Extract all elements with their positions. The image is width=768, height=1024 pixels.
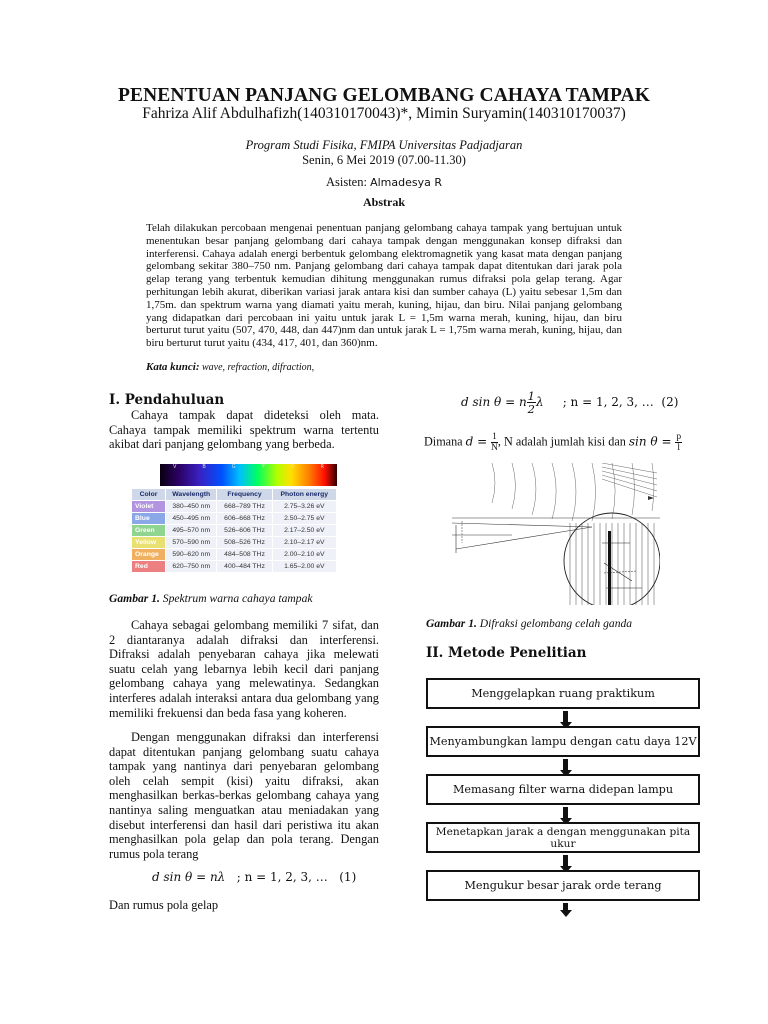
flow-step-4: Menetapkan jarak a dengan menggunakan pita ukur (426, 822, 700, 853)
dimana-frac-1-num: 1 (492, 432, 497, 442)
equation-2-tail: λ (536, 395, 544, 409)
intro-paragraph-2: Cahaya sebagai gelombang memiliki 7 sifat, dan 2 diantaranya adalah difraksi dan interferensi. Difraksi adalah penyebaran cahaya jika melewati suatu celah yang lebarnya lebih kecil dari panjang gelombang cahaya yang melewatinya. Sedangkan interferes adalah interaksi antara dua gelombang yang memiliki frekuensi dan beda fasa yang koheren. (109, 618, 379, 720)
spectrum-color-cell: Green (132, 525, 165, 536)
spectrum-color-cell: Yellow (132, 537, 165, 548)
spectrum-table-row (132, 525, 336, 536)
spectrum-frequency-cell: 400–484 THz (217, 561, 271, 572)
spectrum-letter: R (320, 464, 324, 470)
spectrum-table-header: Frequency (217, 489, 271, 500)
keywords-label: Kata kunci: (146, 361, 200, 373)
equation-1-condition: ; n = 1, 2, 3, … (236, 870, 328, 884)
session-date: Senin, 6 Mei 2019 (07.00-11.30) (302, 153, 466, 167)
spectrum-table-row (132, 513, 336, 524)
dimana-frac-2-den: l (677, 443, 681, 453)
spectrum-table-header: Wavelength (166, 489, 216, 500)
spectrum-color-cell: Red (132, 561, 165, 572)
dimana-mid: , N adalah jumlah kisi dan (497, 434, 629, 449)
spectrum-letters (160, 464, 337, 472)
spectrum-frequency-cell: 606–668 THz (217, 513, 271, 524)
equation-2-number: (2) (661, 395, 679, 409)
equation-2-condition: ; n = 1, 2, 3, … (562, 395, 654, 409)
spectrum-table-row (132, 561, 336, 572)
abstract-heading: Abstrak (362, 195, 405, 209)
equation-2 (461, 390, 678, 415)
spectrum-frequency-cell: 508–526 THz (217, 537, 271, 548)
spectrum-frequency-cell: 668–789 THz (217, 501, 271, 512)
dimana-pre: Dimana (424, 434, 466, 449)
flow-step-5: Mengukur besar jarak orde terang (426, 870, 700, 901)
figure-caption-diffraction (426, 617, 632, 630)
spectrum-energy-cell: 2.00–2.10 eV (273, 549, 336, 560)
spectrum-frequency-cell: 526–606 THz (217, 525, 271, 536)
asisten-label: Asisten: (325, 175, 371, 189)
spectrum-letter: B (202, 464, 206, 470)
dimana-line (424, 432, 682, 453)
equation-1-lhs: d sin θ = nλ (152, 870, 226, 884)
spectrum-energy-cell: 1.65–2.00 eV (273, 561, 336, 572)
spectrum-wavelength-cell: 620–750 nm (166, 561, 216, 572)
section-heading-metode: II. Metode Penelitian (426, 645, 587, 661)
equation-1 (152, 870, 356, 884)
intro-paragraph-4: Dan rumus pola gelap (109, 898, 219, 912)
equation-2-frac-den: 2 (527, 402, 535, 416)
section-heading-pendahuluan: I. Pendahuluan (109, 392, 225, 408)
paper-authors: Fahriza Alif Abdulhafizh(140310170043)*, Mimin Suryamin(140310170037) (142, 105, 626, 122)
figure-caption-text: Spektrum warna cahaya tampak (159, 592, 313, 605)
spectrum-color-cell: Orange (132, 549, 165, 560)
diffraction-figure (452, 463, 660, 605)
spectrum-table-header: Color (132, 489, 165, 500)
spectrum-wavelength-cell: 495–570 nm (166, 525, 216, 536)
flow-arrow-5 (560, 903, 572, 917)
spectrum-frequency-cell: 484–508 THz (217, 549, 271, 560)
spectrum-wavelength-cell: 590–620 nm (166, 549, 216, 560)
spectrum-energy-cell: 2.75–3.26 eV (273, 501, 336, 512)
figure-caption-spectrum (109, 592, 313, 605)
keywords (146, 361, 314, 373)
spectrum-energy-cell: 2.10–2.17 eV (273, 537, 336, 548)
flow-step-1: Menggelapkan ruang praktikum (426, 678, 700, 709)
dimana-sin: sin θ = (628, 434, 676, 449)
spectrum-table-row (132, 537, 336, 548)
spectrum-color-cell: Blue (132, 513, 165, 524)
intro-paragraph-3: Dengan menggunakan difraksi dan interferensi dapat ditentukan panjang gelombang suatu cahaya tampak yang nantinya dari penyebaran gelombang oleh celah sempit (kisi) yaitu difraksi, akan menghasilkan berkas-berkas gelombang cahaya yang nantinya saling menguatkan atau meniadakan yang disebut interferensi dan hasil dari peristiwa itu akan menghasilkan pola gelap dan pola terang. Dengan rumus pola terang (109, 730, 379, 861)
dimana-frac-2 (675, 432, 682, 453)
spectrum-wavelength-cell: 450–495 nm (166, 513, 216, 524)
spectrum-table (131, 488, 337, 573)
asisten-name: Almadesya R (370, 176, 443, 189)
figure-caption-label: Gambar 1. (109, 592, 160, 605)
spectrum-wavelength-cell: 570–590 nm (166, 537, 216, 548)
abstract-text: Telah dilakukan percobaan mengenai penentuan panjang gelombang cahaya tampak yang bertujuan untuk menentukan besar panjang gelombang dari cahaya tampak dengan menggunakan konsep difraksi dan interferensi. Cahaya adalah energi berbentuk gelombang elektromagnetik yang kasat mata dengan panjang gelombang sekitar 380–750 nm. Panjang gelombang dari cahaya tampak dapat ditentukan dari jarak pola gelap terang yang terbentuk kemudian dihitung menggunakan rumus difraksi pola gelap terang. Agar perhitungan lebih akurat, diberikan variasi jarak antara kisi dan sumber cahaya (L) yaitu sebesar 1,5m dan 1,75m. dan spektrum warna yang diamati yaitu merah, kuning, hijau, dan biru. Nilai panjang gelombang yang didapatkan dari percobaan ini yaitu untuk jarak L = 1,5m warna merah, kuning, hijau, dan biru berturut turut yaitu (507, 470, 448, dan 447)nm dan untuk jarak L = 1,75m warna merah, kuning, hijau, dan biru berturut turut yaitu (434, 417, 401, dan 360)nm. (146, 222, 622, 350)
spectrum-color-cell: Violet (132, 501, 165, 512)
spectrum-wavelength-cell: 380–450 nm (166, 501, 216, 512)
flow-step-2: Menyambungkan lampu dengan catu daya 12V (426, 726, 700, 757)
spectrum-letter: V (172, 464, 177, 470)
paper-title: PENENTUAN PANJANG GELOMBANG CAHAYA TAMPAK (117, 85, 651, 106)
spectrum-letter: Y (261, 464, 265, 470)
spectrum-figure (131, 464, 337, 580)
intro-paragraph-1: Cahaya tampak dapat dideteksi oleh mata. Cahaya tampak memiliki spektrum warna tertentu akibat dari panjang gelombang yang berbeda. (109, 408, 379, 452)
keywords-list: wave, refraction, difraction, (199, 362, 315, 373)
equation-2-lhs: d sin θ = n (461, 395, 527, 409)
spectrum-energy-cell: 2.17–2.50 eV (273, 525, 336, 536)
spectrum-table-row (132, 549, 336, 560)
figure-caption-text-2: Difraksi gelombang celah ganda (476, 617, 633, 630)
dimana-d: d = (465, 434, 492, 449)
asisten-line (0, 175, 768, 190)
figure-caption-label-2: Gambar 1. (426, 617, 477, 630)
spectrum-table-header: Photon energy (273, 489, 336, 500)
spectrum-letter: O (290, 464, 295, 470)
dimana-frac-1 (491, 432, 498, 453)
spectrum-letter: G (231, 464, 236, 470)
spectrum-energy-cell: 2.50–2.75 eV (273, 513, 336, 524)
dimana-frac-2-num: p (676, 432, 682, 442)
equation-1-number: (1) (339, 870, 357, 884)
dimana-frac-1-den: N (491, 443, 498, 453)
spectrum-table-row (132, 501, 336, 512)
equation-2-fraction (527, 390, 536, 415)
affiliation: Program Studi Fisika, FMIPA Universitas Padjadjaran (245, 138, 523, 152)
flow-step-3: Memasang filter warna didepan lampu (426, 774, 700, 805)
equation-2-frac-num: 1 (527, 389, 535, 403)
